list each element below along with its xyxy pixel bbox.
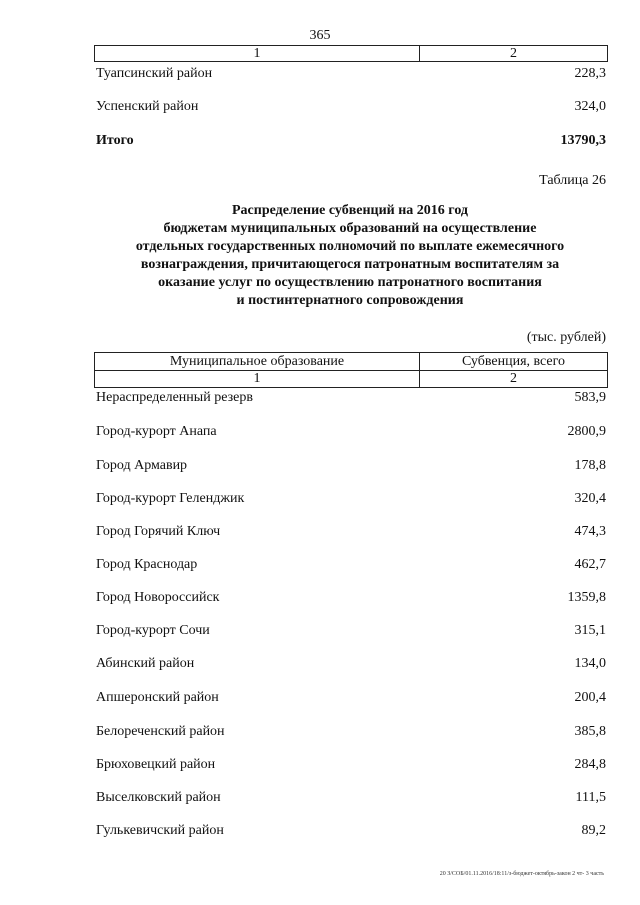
row-value: 324,0	[574, 99, 606, 114]
row-name: Город-курорт Анапа	[96, 424, 217, 439]
row-name: Город Новороссийск	[96, 590, 220, 605]
row-name: Абинский район	[96, 656, 195, 671]
row-value: 178,8	[574, 458, 606, 473]
document-footer: 20 З/СОБ/01.11.2016/18:11/з-бюджет-октябрь-закон 2 чт- 3 часть	[439, 871, 604, 877]
row-name: Белореченский район	[96, 724, 225, 739]
top-table-column-header	[94, 45, 608, 62]
table-row	[96, 66, 606, 86]
title-line: оказание услуг по осуществлению патронатного воспитания	[158, 275, 542, 290]
row-name: Брюховецкий район	[96, 757, 216, 772]
row-name: Город Горячий Ключ	[96, 524, 221, 539]
table-row	[96, 590, 606, 610]
row-value: 228,3	[574, 66, 606, 81]
row-value: 111,5	[575, 790, 606, 805]
main-table-column-numbers	[94, 371, 608, 388]
units-label: (тыс. рублей)	[526, 330, 606, 345]
total-row	[96, 133, 606, 153]
table-row	[96, 823, 606, 843]
row-name: Туапсинский район	[96, 66, 213, 81]
table-row	[96, 99, 606, 119]
row-value: 134,0	[574, 656, 606, 671]
title-line: вознаграждения, причитающегося патронатным воспитателям за	[140, 257, 560, 272]
row-name: Апшеронский район	[96, 690, 219, 705]
table-row	[96, 458, 606, 478]
row-value: 284,8	[574, 757, 606, 772]
top-col2-number: 2	[510, 46, 517, 61]
table-title	[60, 202, 640, 310]
row-value: 462,7	[574, 557, 606, 572]
row-name: Выселковский район	[96, 790, 221, 805]
title-line: и постинтернатного сопровождения	[236, 293, 464, 308]
row-name: Город Армавир	[96, 458, 188, 473]
table-row	[96, 524, 606, 544]
table-row	[96, 724, 606, 744]
row-value: 1359,8	[567, 590, 606, 605]
row-name: Город Краснодар	[96, 557, 198, 572]
total-value: 13790,3	[560, 133, 606, 148]
row-name: Успенский район	[96, 99, 199, 114]
title-line: отдельных государственных полномочий по выплате ежемесячного	[135, 239, 565, 254]
table-row	[96, 623, 606, 643]
header-subvention: Субвенция, всего	[461, 354, 566, 369]
title-line: бюджетам муниципальных образований на осуществление	[163, 221, 537, 236]
table-row	[96, 390, 606, 410]
table-row	[96, 491, 606, 511]
header-municipality: Муниципальное образование	[169, 354, 345, 369]
main-table-header	[94, 352, 608, 371]
table-row	[96, 757, 606, 777]
table-row	[96, 656, 606, 676]
total-label: Итого	[96, 133, 134, 148]
row-value: 474,3	[574, 524, 606, 539]
table-row	[96, 690, 606, 710]
row-name: Гулькевичский район	[96, 823, 224, 838]
row-value: 315,1	[574, 623, 606, 638]
row-value: 583,9	[574, 390, 606, 405]
page-number: 365	[309, 28, 331, 43]
row-name: Город-курорт Геленджик	[96, 491, 245, 506]
row-name: Город-курорт Сочи	[96, 623, 210, 638]
table-row	[96, 424, 606, 444]
row-value: 320,4	[574, 491, 606, 506]
row-value: 385,8	[574, 724, 606, 739]
table-row	[96, 790, 606, 810]
row-name: Нераспределенный резерв	[96, 390, 253, 405]
col2-number: 2	[510, 371, 517, 386]
row-value: 89,2	[581, 823, 606, 838]
table-row	[96, 557, 606, 577]
col1-number: 1	[253, 371, 261, 386]
row-value: 200,4	[574, 690, 606, 705]
table-label: Таблица 26	[539, 173, 606, 188]
top-col1-number: 1	[253, 46, 261, 61]
row-value: 2800,9	[567, 424, 606, 439]
title-line: Распределение субвенций на 2016 год	[232, 203, 468, 218]
